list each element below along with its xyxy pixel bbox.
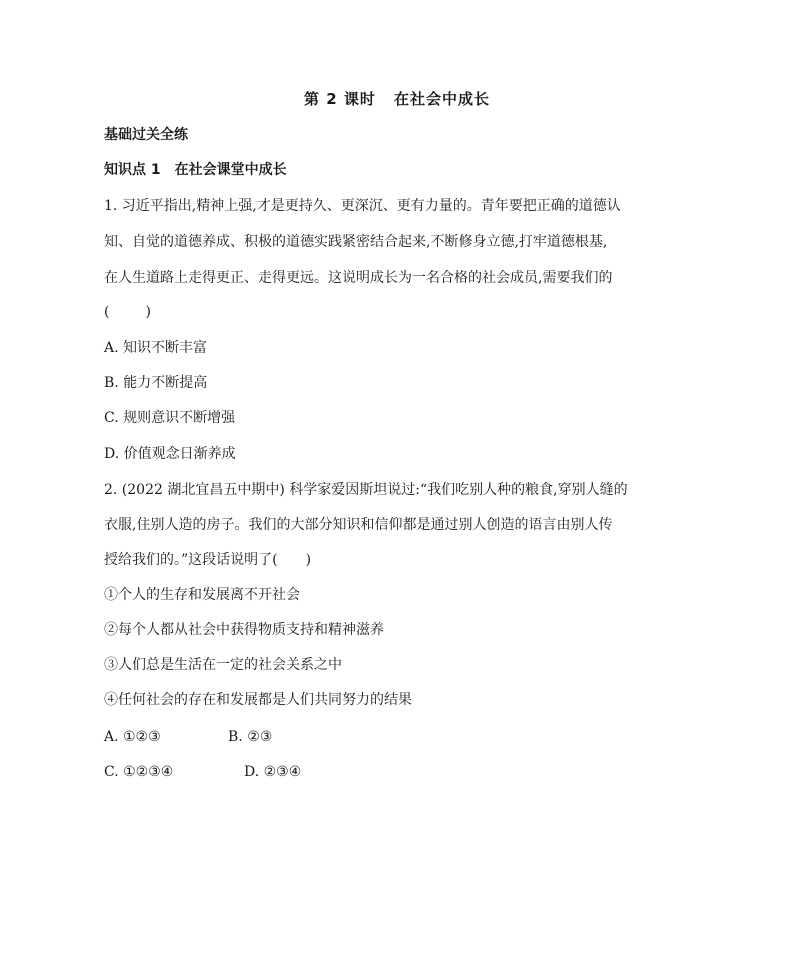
knowledge-point-label: 知识点 1 <box>104 162 161 178</box>
q2-statement-1: ①个人的生存和发展离不开社会 <box>104 587 300 603</box>
q1-option-b: B. 能力不断提高 <box>104 375 208 391</box>
q2-option-b: B. ②③ <box>228 729 273 745</box>
q1-line-3: 在人生道路上走得更正、走得更远。这说明成长为一名合格的社会成员,需要我们的 <box>104 270 613 286</box>
q1-option-a: A. 知识不断丰富 <box>104 340 208 356</box>
q2-line-2: 衣服,住别人造的房子。我们的大部分知识和信仰都是通过别人创造的语言由别人传 <box>104 517 613 533</box>
paren-close: ) <box>145 304 151 320</box>
q2-statement-4: ④任何社会的存在和发展都是人们共同努力的结果 <box>104 692 412 708</box>
q2-line-1: 2. (2022 湖北宜昌五中期中) 科学家爱因斯坦说过:“我们吃别人种的粮食,穿别人缝的 <box>104 482 628 498</box>
lesson-number: 第 2 课时 <box>304 90 376 108</box>
lesson-name: 在社会中成长 <box>393 90 490 108</box>
q1-option-d: D. 价值观念日渐养成 <box>104 446 236 462</box>
knowledge-point-name: 在社会课堂中成长 <box>174 162 287 178</box>
q2-options-row-2 <box>104 762 704 782</box>
q1-line-2: 知、自觉的道德养成、积极的道德实践紧密结合起来,不断修身立德,打牢道德根基, <box>104 234 608 250</box>
section-heading: 基础过关全练 <box>104 127 188 143</box>
knowledge-point-heading <box>104 160 704 180</box>
q1-option-c: C. 规则意识不断增强 <box>104 410 236 426</box>
page-title <box>0 88 794 109</box>
q2-line-3: 授给我们的。”这段话说明了( ) <box>104 552 312 568</box>
paren-open: ( <box>104 304 110 320</box>
q2-option-c: C. ①②③④ <box>104 764 174 780</box>
q2-statement-2: ②每个人都从社会中获得物质支持和精神滋养 <box>104 622 384 638</box>
q2-option-d: D. ②③④ <box>244 764 302 780</box>
q2-options-row-1 <box>104 727 704 747</box>
q2-option-a: A. ①②③ <box>104 729 161 745</box>
q1-line-1: 1. 习近平指出,精神上强,才是更持久、更深沉、更有力量的。青年要把正确的道德认 <box>104 198 621 214</box>
q2-statement-3: ③人们总是生活在一定的社会关系之中 <box>104 657 342 673</box>
q1-answer-paren <box>104 302 704 322</box>
